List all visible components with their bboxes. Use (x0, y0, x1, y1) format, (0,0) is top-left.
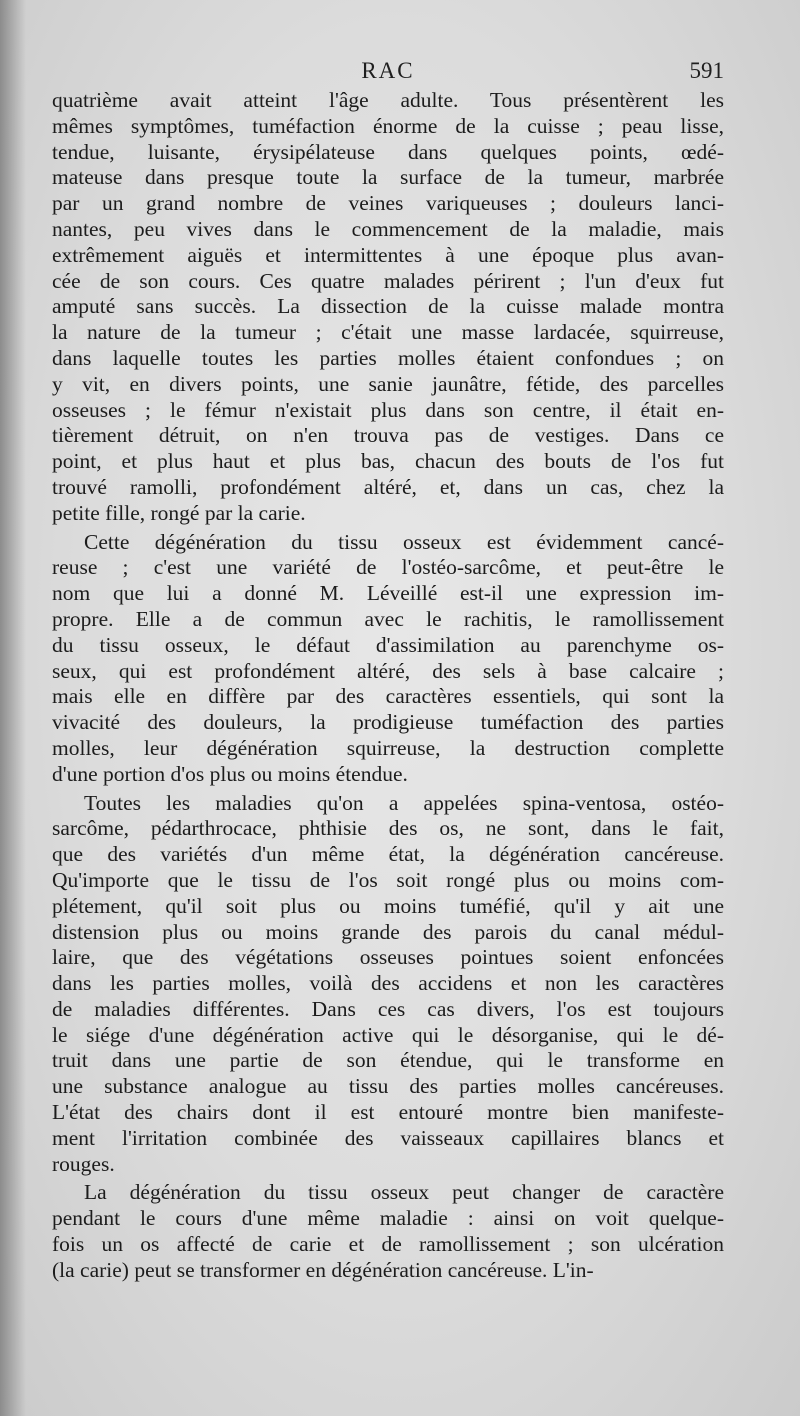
text-line: tendue, luisante, érysipélateuse dans quelques points, œdé- (52, 139, 724, 164)
text-line: Cette dégénération du tissu osseux est évidemment cancé- (84, 529, 724, 554)
text-line: vivacité des douleurs, la prodigieuse tuméfaction des parties (52, 710, 724, 735)
text-line: osseuses ; le fémur n'existait plus dans son centre, il était en- (52, 397, 724, 422)
text-line: mateuse dans presque toute la surface de la tumeur, marbrée (52, 165, 724, 190)
text-line: par un grand nombre de veines variqueuses ; douleurs lanci- (52, 191, 724, 216)
text-line: sarcôme, pédarthrocace, phthisie des os, ne sont, dans le fait, (52, 816, 724, 841)
text-line: plétement, qu'il soit plus ou moins tuméfié, qu'il y ait une (52, 893, 724, 918)
text-line: de maladies différentes. Dans ces cas divers, l'os est toujours (52, 996, 724, 1021)
text-line: extrêmement aiguës et intermittentes à une époque plus avan- (52, 242, 724, 267)
text-line: Toutes les maladies qu'on a appelées spina-ventosa, ostéo- (84, 790, 724, 815)
text-line: L'état des chairs dont il est entouré montre bien manifeste- (52, 1100, 724, 1125)
text-line: y vit, en divers points, une sanie jaunâtre, fétide, des parcelles (52, 371, 724, 396)
text-line: fois un os affecté de carie et de ramollissement ; son ulcération (52, 1232, 724, 1257)
text-line: nantes, peu vives dans le commencement de la maladie, mais (52, 216, 724, 241)
paragraph (52, 88, 724, 527)
text-line: Qu'importe que le tissu de l'os soit rongé plus ou moins com- (52, 867, 724, 892)
text-line: amputé sans succès. La dissection de la cuisse malade montra (52, 294, 724, 319)
text-line: reuse ; c'est une variété de l'ostéo-sarcôme, et peut-être le (52, 555, 724, 580)
text-line: distension plus ou moins grande des parois du canal médul- (52, 919, 724, 944)
text-line: La dégénération du tissu osseux peut changer de caractère (84, 1180, 724, 1205)
text-line: dans laquelle toutes les parties molles étaient confondues ; on (52, 345, 724, 370)
text-line: quatrième avait atteint l'âge adulte. Tous présentèrent les (52, 88, 724, 112)
text-line: cée de son cours. Ces quatre malades périrent ; l'un d'eux fut (52, 268, 724, 293)
text-line: que des variétés d'un même état, la dégénération cancéreuse. (52, 842, 724, 867)
text-line: laire, que des végétations osseuses pointues soient enfoncées (52, 945, 724, 970)
text-line: mais elle en diffère par des caractères essentiels, qui sont la (52, 684, 724, 709)
text-line: rouges. (52, 1151, 115, 1176)
text-line: mêmes symptômes, tuméfaction énorme de la cuisse ; peau lisse, (52, 113, 724, 138)
text-line: dans les parties molles, voilà des accidens et non les caractères (52, 971, 724, 996)
paragraph (52, 791, 724, 1178)
page-number: 591 (689, 58, 724, 83)
text-line: trouvé ramolli, profondément altéré, et, dans un cas, chez la (52, 474, 724, 499)
text-line: du tissu osseux, le défaut d'assimilation au parenchyme os- (52, 632, 724, 657)
paragraph (52, 530, 724, 788)
text-line: le siége d'une dégénération active qui le désorganise, qui le dé- (52, 1022, 724, 1047)
running-head: RAC (361, 58, 415, 83)
text-line: petite fille, rongé par la carie. (52, 500, 306, 525)
text-line: point, et plus haut et plus bas, chacun des bouts de l'os fut (52, 449, 724, 474)
text-line: (la carie) peut se transformer en dégénération cancéreuse. L'in- (52, 1257, 594, 1282)
page-edge-shadow (0, 0, 26, 1416)
paragraph (52, 1180, 724, 1283)
text-line: d'une portion d'os plus ou moins étendue. (52, 761, 408, 786)
text-line: propre. Elle a de commun avec le rachitis, le ramollissement (52, 606, 724, 631)
text-line: la nature de la tumeur ; c'était une masse lardacée, squirreuse, (52, 320, 724, 345)
text-line: pendant le cours d'une même maladie : ainsi on voit quelque- (52, 1206, 724, 1231)
text-line: molles, leur dégénération squirreuse, la destruction complette (52, 735, 724, 760)
text-line: nom que lui a donné M. Léveillé est-il une expression im- (52, 581, 724, 606)
body-text (52, 88, 724, 1284)
text-line: une substance analogue au tissu des parties molles cancéreuses. (52, 1074, 724, 1099)
text-line: seux, qui est profondément altéré, des sels à base calcaire ; (52, 658, 724, 683)
text-line: tièrement détruit, on n'en trouva pas de vestiges. Dans ce (52, 423, 724, 448)
text-line: truit dans une partie de son étendue, qui le transforme en (52, 1048, 724, 1073)
text-line: ment l'irritation combinée des vaisseaux capillaires blancs et (52, 1125, 724, 1150)
page-header (52, 58, 724, 84)
